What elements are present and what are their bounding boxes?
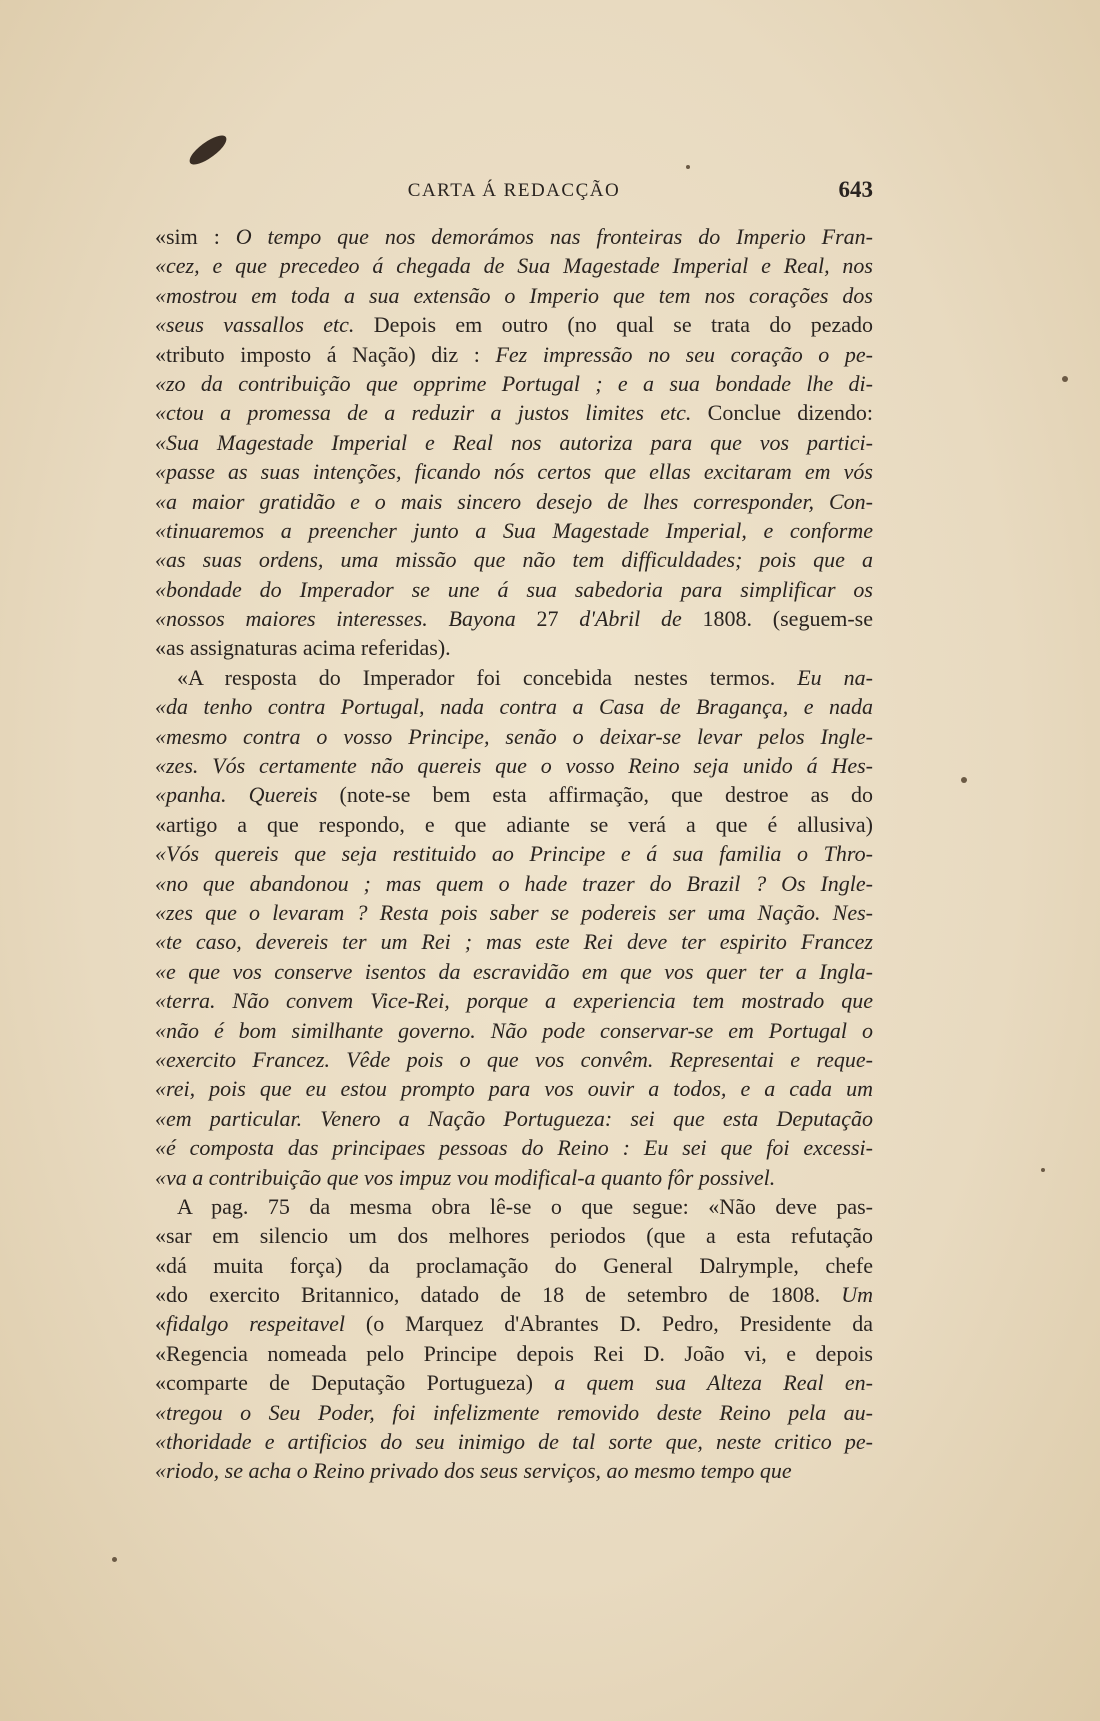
- italic-text-run: «tregou o Seu Poder, foi infelizmente removido deste Reino pela au-: [155, 1399, 873, 1425]
- italic-text-run: «va a contribuição que vos impuz vou modifical-a quanto fôr possivel.: [155, 1164, 776, 1190]
- text-line: [155, 251, 873, 280]
- running-head: CARTA Á REDACÇÃO: [407, 180, 621, 201]
- text-line: [155, 1163, 873, 1192]
- text-line: [155, 898, 873, 927]
- italic-text-run: «a maior gratidão e o mais sincero desejo de lhes corresponder, Con-: [155, 488, 873, 514]
- paper-speck: [112, 1557, 117, 1562]
- italic-text-run: «seus vassallos etc.: [155, 312, 355, 338]
- text-line: [155, 663, 873, 692]
- text-line: [155, 604, 873, 633]
- text-line: [155, 957, 873, 986]
- text-line: [155, 1074, 873, 1103]
- text-line: [155, 545, 873, 574]
- text-run: «do exercito Britannico, datado de 18 de setembro de 1808.: [155, 1282, 842, 1308]
- italic-text-run: «em particular. Venero a Nação Portugueza: sei que esta Deputação: [155, 1105, 873, 1131]
- text-line: [155, 692, 873, 721]
- italic-text-run: «mesmo contra o vosso Principe, senão o deixar-se levar pelos Ingle-: [155, 723, 873, 749]
- page-number: 643: [838, 177, 873, 202]
- text-run: 1808. (seguem-se: [681, 606, 873, 632]
- text-line: [155, 986, 873, 1015]
- text-line: [155, 369, 873, 398]
- text-line: [155, 1045, 873, 1074]
- text-line: [155, 633, 873, 662]
- italic-text-run: a quem sua Alteza Real en-: [554, 1370, 873, 1396]
- text-line: [155, 1339, 873, 1368]
- italic-text-run: «panha. Quereis: [155, 782, 318, 808]
- italic-text-run: «thoridade e artificios do seu inimigo de tal sorte que, neste critico pe-: [155, 1429, 873, 1455]
- text-line: [155, 1251, 873, 1280]
- italic-text-run: «tinuaremos a preencher junto a Sua Magestade Imperial, e conforme: [155, 517, 873, 543]
- italic-text-run: «e que vos conserve isentos da escravidão em que vos quer ter a Ingla-: [155, 958, 873, 984]
- paper-speck: [686, 165, 690, 169]
- text-line: [155, 1192, 873, 1221]
- italic-text-run: Um: [841, 1282, 873, 1308]
- text-line: [155, 575, 873, 604]
- italic-text-run: «cez, e que precedeo á chegada de Sua Magestade Imperial e Real, nos: [155, 253, 873, 279]
- page-header: [155, 177, 873, 210]
- italic-text-run: «passe as suas intenções, ficando nós certos que ellas excitaram em vós: [155, 459, 873, 485]
- italic-text-run: «bondade do Imperador se une á sua sabedoria para simplificar os: [155, 576, 873, 602]
- italic-text-run: «rei, pois que eu estou prompto para vos ouvir a todos, e a cada um: [155, 1076, 873, 1102]
- italic-text-run: «zes. Vós certamente não quereis que o vosso Reino seja unido á Hes-: [155, 753, 873, 779]
- italic-text-run: «é composta das principaes pessoas do Reino : Eu sei que foi excessi-: [155, 1135, 873, 1161]
- text-line: [155, 428, 873, 457]
- text-line: [155, 839, 873, 868]
- italic-text-run: «nossos maiores interesses. Bayona: [155, 606, 516, 632]
- text-line: [155, 1104, 873, 1133]
- text-run: (o Marquez d'Abrantes D. Pedro, Presidente da: [344, 1311, 873, 1337]
- text-line: [155, 457, 873, 486]
- text-line: [155, 927, 873, 956]
- text-run: Depois em outro (no qual se trata do pezado: [354, 312, 873, 338]
- text-line: [155, 751, 873, 780]
- paper-speck: [961, 777, 967, 783]
- body-text: [155, 222, 873, 1486]
- text-line: [155, 340, 873, 369]
- italic-text-run: Fez impressão no seu coração o pe-: [495, 341, 873, 367]
- text-line: [155, 1368, 873, 1397]
- text-run: «Regencia nomeada pelo Principe depois Rei D. João vi, e depois: [155, 1340, 873, 1366]
- text-line: [155, 1133, 873, 1162]
- italic-text-run: «terra. Não convem Vice-Rei, porque a experiencia tem mostrado que: [155, 988, 873, 1014]
- paper-speck: [1041, 1168, 1045, 1172]
- italic-text-run: «Sua Magestade Imperial e Real nos autoriza para que vos partici-: [155, 429, 873, 455]
- italic-text-run: d'Abril de: [579, 606, 682, 632]
- text-line: [155, 869, 873, 898]
- text-run: 27: [515, 606, 580, 632]
- text-line: [155, 281, 873, 310]
- text-line: [155, 516, 873, 545]
- italic-text-run: O tempo que nos demorámos nas fronteiras do Imperio Fran-: [235, 224, 873, 249]
- text-run: «comparte de Deputação Portugueza): [155, 1370, 555, 1396]
- text-line: [155, 222, 873, 251]
- italic-text-run: «ctou a promessa de a reduzir a justos limites etc.: [155, 400, 692, 426]
- text-run: A pag. 75 da mesma obra lê-se o que segue: «Não deve pas-: [177, 1193, 873, 1219]
- italic-text-run: «exercito Francez. Vêde pois o que vos convêm. Representai e reque-: [155, 1046, 873, 1072]
- text-run: «artigo a que respondo, e que adiante se verá a que é allusiva): [155, 811, 873, 837]
- italic-text-run: «no que abandonou ; mas quem o hade trazer do Brazil ? Os Ingle-: [155, 870, 873, 896]
- ink-blot-mark: [185, 132, 231, 169]
- text-line: [155, 1280, 873, 1309]
- text-line: [155, 810, 873, 839]
- paper-speck: [1062, 376, 1068, 382]
- text-line: [155, 310, 873, 339]
- italic-text-run: «zo da contribuição que opprime Portugal ; e a sua bondade lhe di-: [155, 370, 873, 396]
- text-line: [155, 487, 873, 516]
- italic-text-run: fidalgo respeitavel: [166, 1311, 345, 1337]
- text-run: «sar em silencio um dos melhores periodos (que a esta refutação: [155, 1223, 873, 1249]
- italic-text-run: «as suas ordens, uma missão que não tem difficuldades; pois que a: [155, 547, 873, 573]
- text-line: [155, 722, 873, 751]
- text-run: «dá muita força) da proclamação do General Dalrymple, chefe: [155, 1252, 873, 1278]
- italic-text-run: «zes que o levaram ? Resta pois saber se podereis ser uma Nação. Nes-: [155, 899, 873, 925]
- text-line: [155, 1016, 873, 1045]
- italic-text-run: «te caso, devereis ter um Rei ; mas este Rei deve ter espirito Francez: [155, 929, 873, 955]
- italic-text-run: «mostrou em toda a sua extensão o Imperio que tem nos corações dos: [155, 282, 873, 308]
- text-run: «A resposta do Imperador foi concebida nestes termos.: [177, 664, 798, 690]
- text-line: [155, 1309, 873, 1338]
- text-run: «sim :: [155, 224, 236, 249]
- text-run: «tributo imposto á Nação) diz :: [155, 341, 496, 367]
- text-line: [155, 1427, 873, 1456]
- text-run: «: [155, 1311, 166, 1337]
- italic-text-run: «não é bom similhante governo. Não pode conservar-se em Portugal o: [155, 1017, 873, 1043]
- italic-text-run: Eu na-: [797, 664, 873, 690]
- text-run: Conclue dizendo:: [691, 400, 873, 426]
- text-line: [155, 780, 873, 809]
- text-run: (note-se bem esta affirmação, que destroe as do: [317, 782, 873, 808]
- text-line: [155, 398, 873, 427]
- italic-text-run: «Vós quereis que seja restituido ao Principe e á sua familia o Thro-: [155, 841, 873, 867]
- italic-text-run: «da tenho contra Portugal, nada contra a Casa de Bragança, e nada: [155, 694, 873, 720]
- text-line: [155, 1456, 873, 1485]
- text-run: «as assignaturas acima referidas).: [155, 635, 451, 661]
- italic-text-run: «riodo, se acha o Reino privado dos seus serviços, ao mesmo tempo que: [155, 1458, 792, 1484]
- text-line: [155, 1398, 873, 1427]
- text-line: [155, 1221, 873, 1250]
